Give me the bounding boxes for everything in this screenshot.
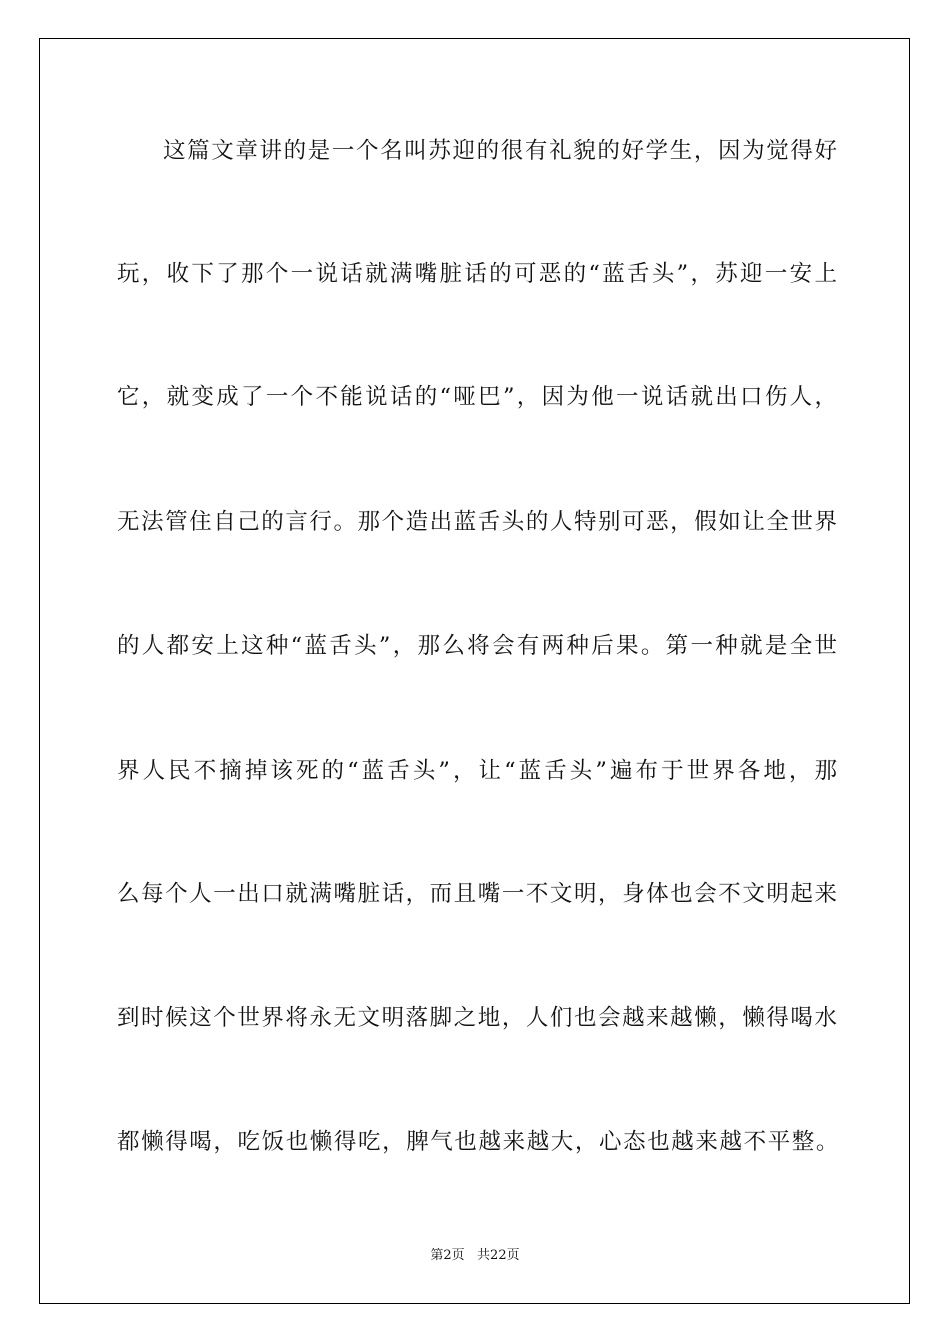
paragraph-line-5: 的人都安上这种“蓝舌头”，那么将会有两种后果。第一种就是全世 (117, 633, 837, 659)
paragraph-line-7: 么每个人一出口就满嘴脏话，而且嘴一不文明，身体也会不文明起来 (117, 881, 837, 907)
page-border (39, 38, 910, 1304)
paragraph-line-6: 界人民不摘掉该死的“蓝舌头”，让“蓝舌头”遍布于世界各地，那 (117, 758, 837, 784)
paragraph-line-8: 到时候这个世界将永无文明落脚之地，人们也会越来越懒，懒得喝水 (117, 1005, 837, 1031)
paragraph-line-4: 无法管住自己的言行。那个造出蓝舌头的人特别可恶，假如让全世界 (117, 509, 837, 535)
paragraph-line-3: 它，就变成了一个不能说话的“哑巴”，因为他一说话就出口伤人， (117, 384, 837, 410)
paragraph-line-1: 这篇文章讲的是一个名叫苏迎的很有礼貌的好学生，因为觉得好 (163, 138, 837, 164)
paragraph-line-9: 都懒得喝，吃饭也懒得吃，脾气也越来越大，心态也越来越不平整。 (117, 1129, 841, 1155)
page-number-footer: 第2页 共22页 (430, 1248, 520, 1263)
paragraph-line-2: 玩，收下了那个一说话就满嘴脏话的可恶的“蓝舌头”，苏迎一安上 (117, 261, 837, 287)
